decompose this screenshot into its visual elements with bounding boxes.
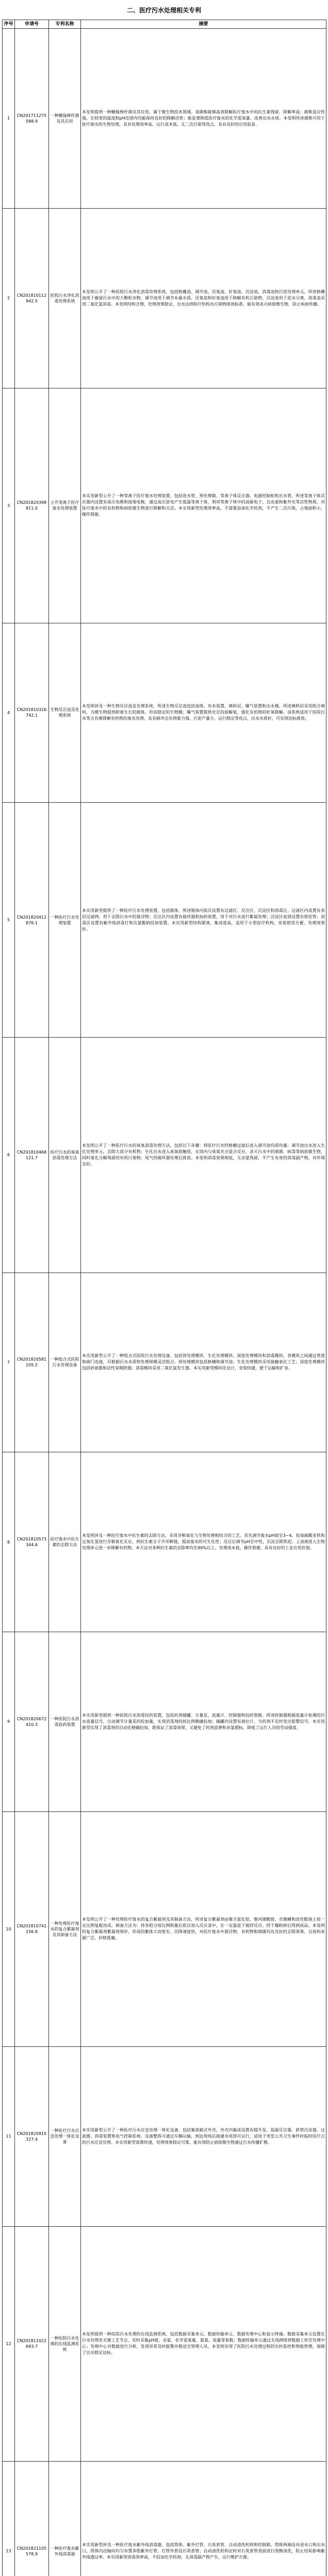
patent-abstract: 本实用新型公开了一种等离子医疗废水处理装置，包括进水管、预处理箱、等离子体反应器、电源控制柜和出水管。所述等离子体反应器内设置有高压电极和接地电极，通过高压放电产生低温等离子体，利用等离子体中的高能电子、自由基和紫外光等活性物质，对医疗废水中的有机物和病原微生物进行降解和灭活。本实用新型处理效率高，不需要添加化学药剂，不产生二次污染，占地面积小，操作简便。 bbox=[81, 388, 326, 623]
table-row bbox=[3, 2046, 326, 2226]
application-number: CN201810573344.6 bbox=[15, 1452, 49, 1632]
application-number: CN201820581105.2 bbox=[15, 1273, 49, 1452]
application-number: CN201810112942.5 bbox=[15, 208, 49, 388]
table-header-row bbox=[3, 20, 326, 29]
row-number: 9 bbox=[3, 1632, 15, 1812]
table-row bbox=[3, 208, 326, 388]
row-number: 2 bbox=[3, 208, 15, 388]
table-body bbox=[3, 29, 326, 2576]
table-row bbox=[3, 623, 326, 803]
row-number: 3 bbox=[3, 388, 15, 623]
patent-abstract: 本实用新型提供一种医院污水消毒投药装置，包括药剂储罐、计量泵、流量计、控制器和投药管路。所述控制器根据流量计检测的污水流量信号，自动调节计量泵的投加量，实现消毒剂的按比例精确投加；储罐内设置有液位计，当药剂不足时发出报警信号。本实用新型实现了消毒剂的自动化精确投加，既保证了消毒效果，又避免了药剂浪费和余氯超标，降低了运行人员的劳动强度。 bbox=[81, 1632, 326, 1812]
row-number: 4 bbox=[3, 623, 15, 803]
table-row bbox=[3, 1811, 326, 2046]
patent-abstract: 本实用新型涉及一种医疗废水紫外线消毒器，包括筒体、紫外灯管、石英套管、自动清洗机构和控制箱。筒体两端设有进水口和出水口，筒体内沿轴向均匀布置多组紫外灯管，灯管外套设石英套管；自动清洗机构定时对石英套管表面进行刮擦清洗，防止结垢影响紫外线透过率。本实用新型消毒效率高，不投加化学药剂，无消毒副产物产生，运行维护方便。 bbox=[81, 2461, 326, 2576]
row-number: 11 bbox=[3, 2046, 15, 2226]
application-number: CN201810326742.1 bbox=[15, 623, 49, 803]
patent-name: 一种医疗污水处理装置 bbox=[49, 803, 81, 1038]
application-number: CN201711275588.9 bbox=[15, 29, 49, 209]
table-row bbox=[3, 1038, 326, 1273]
patent-name: 一种组合式医院污水处理设备 bbox=[49, 1273, 81, 1452]
application-number: CN201810741156.8 bbox=[15, 1811, 49, 2046]
table-row bbox=[3, 803, 326, 1038]
row-number: 12 bbox=[3, 2226, 15, 2461]
patent-abstract: 本发明涉及一种医疗废水中抗生素的去除方法，采用芬顿氧化与生物处理相结合的工艺。首先调节废水pH值至3~4，投加硫酸亚铁和过氧化氢进行芬顿氧化反应，将抗生素分子开环断链，提高废水的可生化性；反应后调节pH至中性，沉淀去除铁泥；上清液进入生物处理单元进一步降解有机物。本方法对多种抗生素的去除率均在90%以上，处理成本低，操作简便，具有良好的工业应用价值。 bbox=[81, 1452, 326, 1632]
row-number: 8 bbox=[3, 1452, 15, 1632]
patent-name: 一种医疗污水应急处理一体化设备 bbox=[49, 2046, 81, 2226]
patent-abstract: 本发明公开了一种医疗污水的臭氧消毒处理方法，包括以下步骤：将医疗污水经格栅过滤后进入调节池均质均量；调节池出水进入生化处理单元，去除大部分有机物；生化出水进入臭氧接触塔，在塔内与臭氧充分混合反应，杀灭污水中的细菌、病毒等病原微生物，同时氧化分解残留的有机污染物；尾气经破坏器处理后排放。本发明消毒效果彻底，无余氯残留，不产生有害的消毒副产物，对环境友好。 bbox=[81, 1038, 326, 1273]
patent-name: 一种处理医疗废水的复合絮凝剂及其制备方法 bbox=[49, 1811, 81, 2046]
patent-abstract: 本发明公开了一种医院污水净化消毒处理系统，包括格栅池、调节池、厌氧池、好氧池、沉淀池、消毒池和污泥处理单元。所述格栅池用于截留污水中的大颗粒杂物，调节池用于调节水量水质，厌氧池和好氧池用于降解有机污染物，沉淀池用于泥水分离，消毒池采用二氧化氯消毒。本发明结构合理，处理效果稳定，出水达到医疗机构水污染物排放标准，能有效杀灭病原微生物，防止疾病传播。 bbox=[81, 208, 326, 388]
application-number: CN201811022693.7 bbox=[15, 2226, 49, 2461]
header-name: 专利名称 bbox=[49, 20, 81, 29]
application-number: CN201820915327.4 bbox=[15, 2046, 49, 2226]
patent-abstract: 本发明提供一种医院污水处理的在线监测系统，包括数据采集单元、数据传输单元、数据处理中心和显示终端。数据采集单元设置在污水处理各关键工艺节点，实时采集pH值、余氯、化学需氧量、氨氮、流量等参数；数据传输单元通过无线网络将数据上传至处理中心；处理中心对数据进行分析，发现异常及时报警并推送至管理人员。本发明实现了医院污水处理过程的实时监控和智能管理，保障了出水稳定达标。 bbox=[81, 2226, 326, 2461]
row-number: 1 bbox=[3, 29, 15, 209]
row-number: 7 bbox=[3, 1273, 15, 1452]
patent-name: 一种医院污水消毒投药装置 bbox=[49, 1632, 81, 1812]
table-row bbox=[3, 1632, 326, 1812]
application-number: CN201810468121.7 bbox=[15, 1038, 49, 1273]
patent-abstract: 本发明涉及一种生物反应池及处理系统，所述生物反应池包括池体、布水装置、填料层、曝气装置和出水堰。所述填料层采用组合填料，为微生物提供附着生长的载体，形成稳定的生物膜；曝气装置提供充足的溶解氧，强化有机物的好氧降解。该系统适用于医院污水等含有难降解有机物的废水处理，具有耐冲击负荷能力强、污泥产量少、运行稳定等优点，出水水质好，可实现达标排放。 bbox=[81, 623, 326, 803]
header-app-no: 申请号 bbox=[15, 20, 49, 29]
row-number: 6 bbox=[3, 1038, 15, 1273]
patent-name: 生物反应池及处理系统 bbox=[49, 623, 81, 803]
patent-name: 医院污水净化消毒处理系统 bbox=[49, 208, 81, 388]
table-row bbox=[3, 1273, 326, 1452]
patent-name: 医疗废水中抗生素的去除方法 bbox=[49, 1452, 81, 1632]
header-abstract: 摘要 bbox=[81, 20, 326, 29]
patent-name: 医疗污水的臭氧消毒处理方法 bbox=[49, 1038, 81, 1273]
patent-name: 一种医院污水处理的在线监测系统 bbox=[49, 2226, 81, 2461]
row-number: 5 bbox=[3, 803, 15, 1038]
table-row bbox=[3, 388, 326, 623]
application-number: CN201821105578.9 bbox=[15, 2461, 49, 2576]
application-number: CN201820398811.0 bbox=[15, 388, 49, 623]
application-number: CN201820672410.3 bbox=[15, 1632, 49, 1812]
patent-table bbox=[2, 20, 326, 2576]
row-number: 13 bbox=[3, 2461, 15, 2576]
header-no: 序号 bbox=[3, 20, 15, 29]
table-row bbox=[3, 1452, 326, 1632]
table-row bbox=[3, 2226, 326, 2461]
patent-abstract: 本发明提供一种嫩肠棒杆菌及其应用，属于微生物技术领域。该菌株能够高效降解医疗废水中的抗生素残留，降解率高；菌株适应性强，在较宽的温度和pH范围内均能保持良好的降解活性；能显著降低医疗废水的化学需氧量，改善出水水质。本发明所述菌株可用于医疗废水的生物处理，具有处理效率高、运行成本低、无二次污染等优点，具有良好的应用前景。 bbox=[81, 29, 326, 209]
patent-abstract: 本实用新型提供了一种医疗污水处理装置，包括箱体，所述箱体内依次设置有过滤区、反应区、沉淀区和消毒区。过滤区内设置有多层过滤网，用于去除污水中的悬浮物；反应区内设置有搅拌器和加药装置，用于对污水进行絮凝处理；沉淀区底部设置有排泥管；消毒区设置有紫外线消毒灯和次氯酸钠投加装置。本实用新型结构紧凑，集成度高，适用于小型医疗机构，安装使用方便，处理效果好。 bbox=[81, 803, 326, 1038]
patent-name: 一种医疗废水紫外线消毒器 bbox=[49, 2461, 81, 2576]
table-row bbox=[3, 29, 326, 209]
patent-abstract: 本实用新型公开了一种医疗污水应急处理一体化设备，包括集装箱式外壳，外壳内集成设置有提升泵、混凝反应器、斜管沉淀器、过滤器、消毒装置和电气控制系统。设备整体可通过车辆运输，到达现场后接通水电即可运行，适用于突发公共卫生事件时临时医疗点的污水应急处理。本实用新型部署快速，处理效果稳定可靠，能有效防止病原微生物通过污水传播扩散。 bbox=[81, 2046, 326, 2226]
document-title: 二、医疗污水处理相关专利 bbox=[126, 6, 201, 14]
row-number: 10 bbox=[3, 1811, 15, 2046]
table-row bbox=[3, 2461, 326, 2576]
application-number: CN201820412876.1 bbox=[15, 803, 49, 1038]
patent-abstract: 本发明公开了一种处理医疗废水的复合絮凝剂及其制备方法，所述复合絮凝剂由聚合氯化铝、聚丙烯酰胺、壳聚糖和改性膨润土按一定比例复配而成。制备方法为：将各组分按比例称量后依次加入反应釜中，在一定温度下搅拌反应，经干燥粉碎后得到成品。本发明的复合絮凝剂絮凝效果好，形成的絮体大而密实，沉降速度快，对医疗废水中悬浮物、有机物和细菌均有良好的去除效果，且原料来源广泛，价格低廉。 bbox=[81, 1811, 326, 2046]
patent-name: 一种嫩肠棒杆菌及其应用 bbox=[49, 29, 81, 209]
patent-abstract: 本实用新型公开了一种组合式医院污水处理设备，包括预处理模块、生化处理模块、深度处理模块和消毒模块，各模块之间通过管道和阀门连接，可根据污水水质和处理规模灵活组合。预处理模块包括格栅和调节池；生化处理模块采用接触氧化工艺；深度处理模块包括砂滤器和活性炭吸附器；消毒模块采用二氧化氯发生器。本实用新型模块化设计，安装快捷，便于运输和扩容。 bbox=[81, 1273, 326, 1452]
patent-name: 立升等离子医疗废水处理装置 bbox=[49, 388, 81, 623]
